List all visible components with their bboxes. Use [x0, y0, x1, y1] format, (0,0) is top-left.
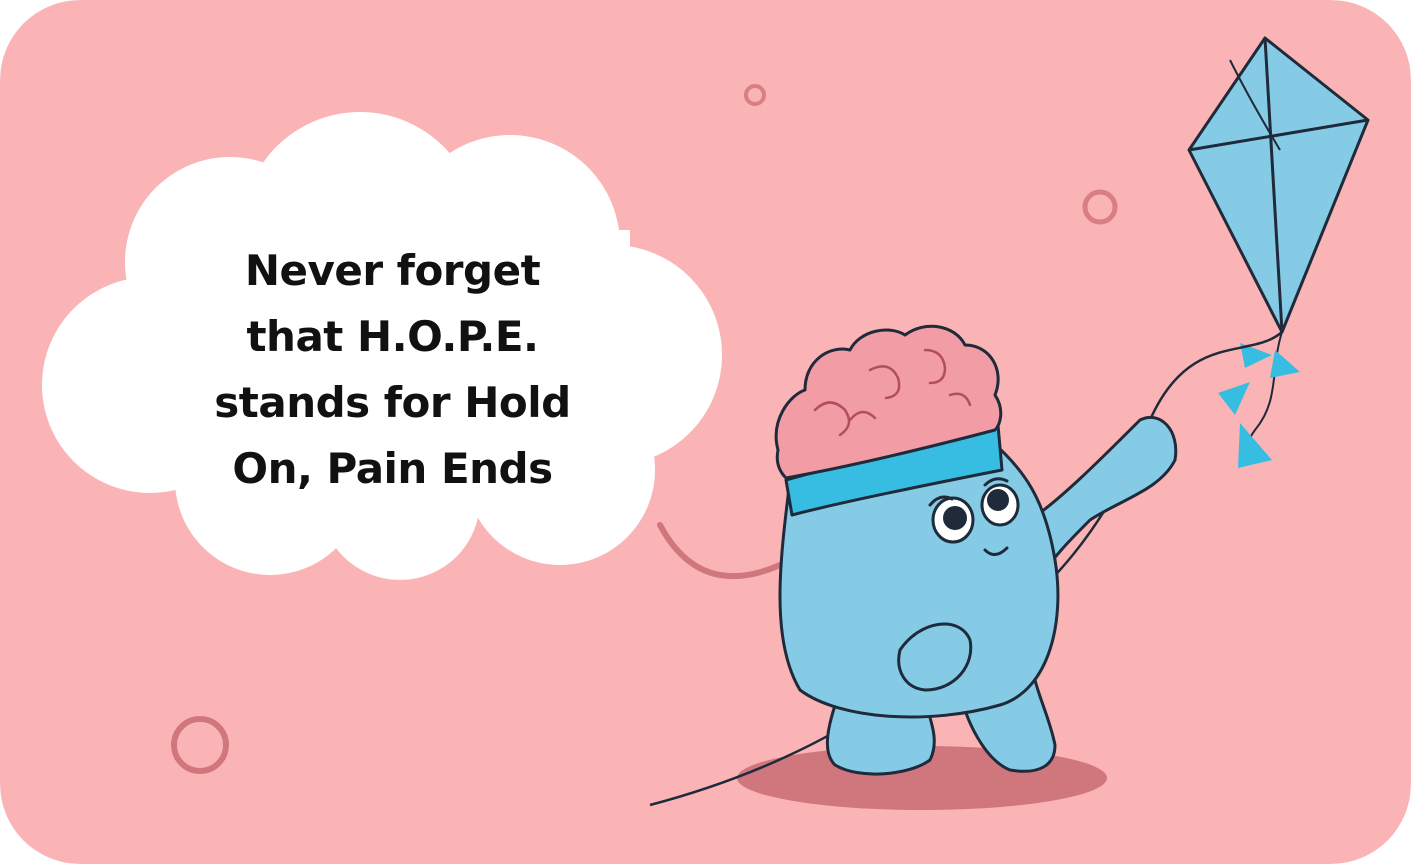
quote-line-3: stands for Hold	[214, 378, 571, 427]
quote-line-4: On, Pain Ends	[232, 444, 553, 493]
quote-line-2: that H.O.P.E.	[246, 312, 539, 361]
quote-line-1: Never forget	[244, 246, 541, 295]
quote-text	[150, 238, 635, 502]
